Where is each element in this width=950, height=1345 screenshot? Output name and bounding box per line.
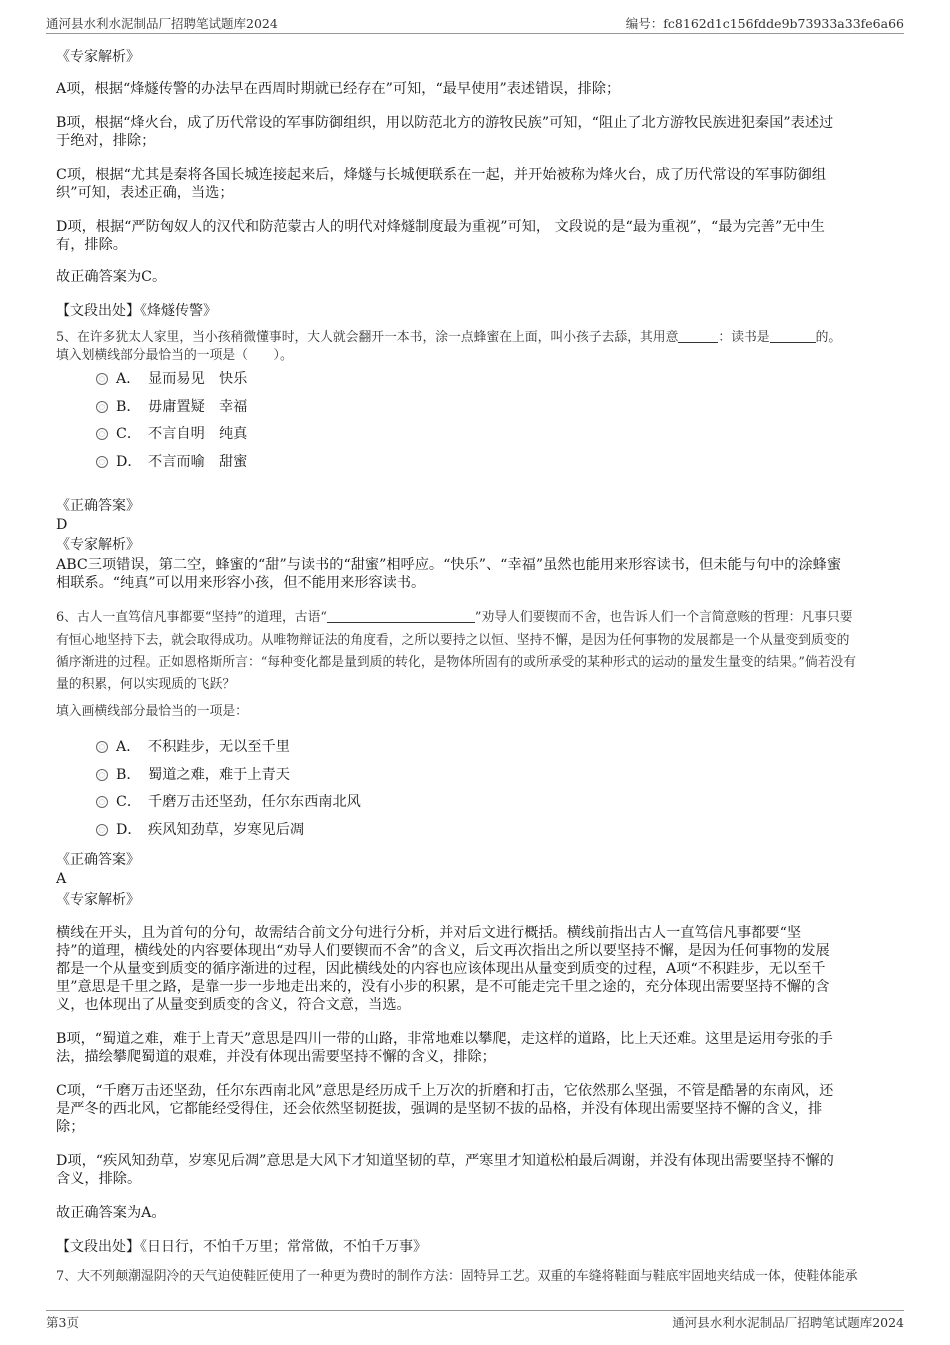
q6-analysis-p1-line5: 义，也体现出了从量变到质变的含义，符合文意，当选。: [56, 997, 411, 1013]
q6-analysis-p1-line3: 都是一个从量变到质变的循序渐进的过程，因此横线处的内容也应该体现出从量变到质变的过程，A项“不积跬步，无以至千: [56, 961, 826, 977]
q4-option-a-analysis: A项，根据“烽燧传警的办法早在西周时期就已经存在”可知，“最早使用”表述错误，排除；: [56, 81, 621, 97]
q5-analysis-line1: ABC三项错误，第二空，蜂蜜的“甜”与读书的“甜蜜”相呼应。“快乐”、“幸福”虽然也能用来形容读书，但未能与句中的涂蜂蜜: [56, 557, 842, 573]
q6-options: [96, 734, 361, 844]
q5-blank-2: [770, 342, 816, 343]
q5-stem-part1: 5、在许多犹太人家里，当小孩稍微懂事时，大人就会翻开一本书，涂一点蜂蜜在上面，叫小孩子去舔，其用意: [56, 330, 679, 345]
q6-stem-part2: ”劝导人们要锲而不舍，也告诉人们一个言简意赅的哲理：凡事只要: [474, 610, 853, 625]
q6-conclusion: 故正确答案为A。: [56, 1205, 166, 1221]
radio-icon[interactable]: [96, 769, 108, 781]
q4-option-c-analysis-line2: 织”可知，表述正确，当选；: [56, 185, 234, 201]
q4-option-c-analysis-line1: C项，根据“尤其是秦将各国长城连接起来后，烽燧与长城便联系在一起，并开始被称为烽火台，成了历代常设的军事防御组: [56, 167, 827, 183]
q6-answer-tag: 《正确答案》: [56, 852, 140, 868]
footer-page-number: 第3页: [46, 1315, 79, 1330]
q6-analysis-p4-line1: D项，“疾风知劲草，岁寒见后凋”意思是大风下才知道坚韧的草，严寒里才知道松柏最后凋谢，并没有体现出需要坚持不懈的: [56, 1153, 834, 1169]
q6-stem-line3: 循序渐进的过程。正如恩格斯所言：“每种变化都是量到质的转化，是物体所固有的或所承受的某种形式的运动的量发生量变的结果。”倘若没有: [56, 655, 857, 670]
q5-stem-part2: ：读书是: [718, 330, 770, 345]
header-divider: [46, 33, 904, 34]
q6-analysis-p1-line1: 横线在开头，且为首句的分句，故需结合前文分句进行分析，并对后文进行概括。横线前指出古人一直笃信凡事都要“坚: [56, 925, 802, 941]
q6-analysis-p1-line4: 里”意思是千里之路，是靠一步一步地走出来的，没有小步的积累，是不可能走完千里之途的，充分体现出需要坚持不懈的含: [56, 979, 830, 995]
q4-option-b-analysis-line2: 于绝对，排除；: [56, 133, 156, 149]
q5-stem-line2: 填入划横线部分最恰当的一项是（ ）。: [56, 348, 293, 363]
q6-option-c[interactable]: C． 千磨万击还坚劲，任尔东西南北风: [96, 789, 361, 817]
q4-analysis-tag: 《专家解析》: [56, 49, 140, 65]
q6-analysis-p3-line3: 除；: [56, 1119, 85, 1135]
q6-source: 【文段出处】《日日行，不怕千万里；常常做，不怕千万事》: [56, 1239, 427, 1255]
footer-divider: [46, 1310, 904, 1311]
q6-stem-line1: [56, 607, 853, 629]
radio-icon[interactable]: [96, 824, 108, 836]
q6-blank: [327, 622, 475, 623]
radio-icon[interactable]: [96, 796, 108, 808]
q7-stem-line1: 7、大不列颠潮湿阴冷的天气迫使鞋匠使用了一种更为费时的制作方法：固特异工艺。双重的车缝将鞋面与鞋底牢固地夹结成一体，使鞋体能承: [56, 1269, 858, 1284]
q6-stem-line2: 有恒心地坚持下去，就会取得成功。从唯物辩证法的角度看，之所以要持之以恒、坚持不懈，是因为任何事物的发展都是一个从量变到质变的: [56, 633, 850, 648]
q4-option-b-analysis-line1: B项，根据“烽火台，成了历代常设的军事防御组织，用以防范北方的游牧民族”可知，“阻止了北方游牧民族进犯秦国”表述过: [56, 115, 834, 131]
radio-icon[interactable]: [96, 373, 108, 385]
q6-option-a[interactable]: A． 不积跬步，无以至千里: [96, 734, 361, 762]
q5-option-d[interactable]: D． 不言而喻 甜蜜: [96, 449, 247, 477]
q4-conclusion: 故正确答案为C。: [56, 269, 167, 285]
q6-analysis-tag: 《专家解析》: [56, 892, 140, 908]
q5-blank-1: [678, 342, 718, 343]
q5-stem-part3: 的。: [815, 330, 842, 345]
q5-answer: D: [56, 517, 68, 533]
q5-option-a[interactable]: A． 显而易见 快乐: [96, 366, 247, 394]
q5-options: [96, 366, 247, 476]
radio-icon[interactable]: [96, 401, 108, 413]
q4-option-d-analysis-line2: 有，排除。: [56, 237, 127, 253]
radio-icon[interactable]: [96, 456, 108, 468]
q6-stem-part1: 6、古人一直笃信凡事都要“坚持”的道理，古语“: [56, 610, 327, 625]
radio-icon[interactable]: [96, 428, 108, 440]
q5-answer-tag: 《正确答案》: [56, 498, 140, 514]
q6-analysis-p2-line1: B项，“蜀道之难，难于上青天”意思是四川一带的山路，非常地难以攀爬，走这样的道路，比上天还难。这里是运用夸张的手: [56, 1031, 833, 1047]
q5-option-b[interactable]: B． 毋庸置疑 幸福: [96, 394, 247, 422]
q6-stem-line4: 量的积累，何以实现质的飞跃？: [56, 677, 236, 692]
q6-option-d[interactable]: D． 疾风知劲草，岁寒见后凋: [96, 817, 361, 845]
q6-answer: A: [56, 871, 67, 887]
q6-analysis-p3-line2: 是严冬的西北风，它都能经受得住，还会依然坚韧挺拔，强调的是坚韧不拔的品格，并没有体现出需要坚持不懈的含义，排: [56, 1101, 823, 1117]
header-title: 通河县水利水泥制品厂招聘笔试题库2024: [46, 16, 278, 31]
header-code: 编号：fc8162d1c156fdde9b73933a33fe6a66: [625, 16, 904, 31]
q4-source: 【文段出处】《烽燧传警》: [56, 303, 217, 319]
q6-analysis-p4-line2: 含义，排除。: [56, 1171, 142, 1187]
footer-title: 通河县水利水泥制品厂招聘笔试题库2024: [672, 1315, 904, 1330]
q5-analysis-line2: 相联系。“纯真”可以用来形容小孩，但不能用来形容读书。: [56, 575, 426, 591]
q5-analysis-tag: 《专家解析》: [56, 537, 140, 553]
q4-option-d-analysis-line1: D项，根据“严防匈奴人的汉代和防范蒙古人的明代对烽燧制度最为重视”可知， 文段说的是“最为重视”，“最为完善”无中生: [56, 219, 825, 235]
q6-prompt: 填入画横线部分最恰当的一项是：: [56, 704, 248, 719]
q6-analysis-p3-line1: C项，“千磨万击还坚劲，任尔东西南北风”意思是经历成千上万次的折磨和打击，它依然那么坚强，不管是酷暑的东南风，还: [56, 1083, 834, 1099]
q6-analysis-p1-line2: 持”的道理，横线处的内容要体现出“劝导人们要锲而不舍”的含义，后文再次指出之所以要坚持不懈，是因为任何事物的发展: [56, 943, 830, 959]
q6-option-b[interactable]: B． 蜀道之难，难于上青天: [96, 762, 361, 790]
radio-icon[interactable]: [96, 741, 108, 753]
q5-option-c[interactable]: C． 不言自明 纯真: [96, 421, 247, 449]
q6-analysis-p2-line2: 法，描绘攀爬蜀道的艰难，并没有体现出需要坚持不懈的含义，排除；: [56, 1049, 496, 1065]
page-footer: [46, 1313, 904, 1333]
page-header: [46, 14, 904, 34]
